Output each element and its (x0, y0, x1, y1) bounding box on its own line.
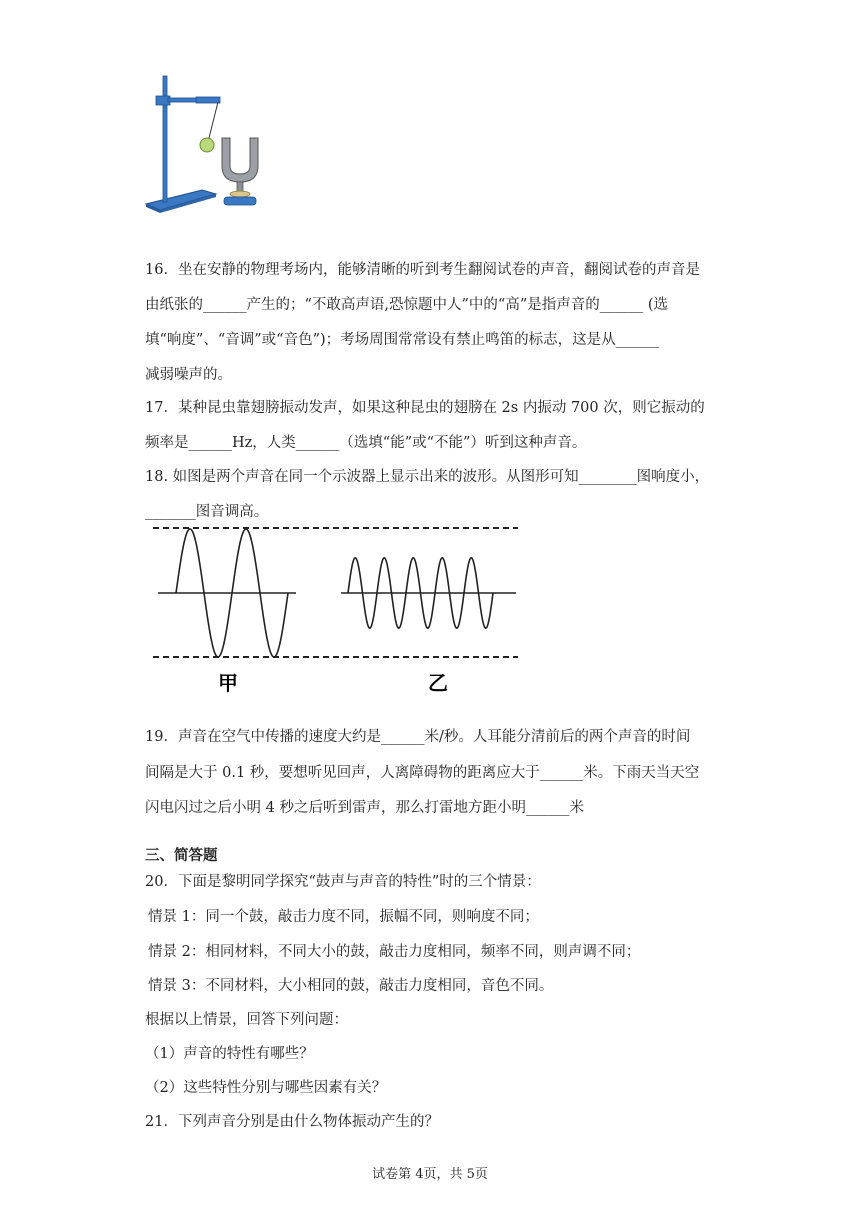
wave-b-label: 乙 (428, 671, 448, 695)
q19-line-2: 间隔是大于 0.1 秒，要想听见回声，人离障碍物的距离应大于______米。下雨天当天空 (145, 765, 700, 781)
q20-sub-1: （1）声音的特性有哪些？ (145, 1046, 314, 1062)
q20-scene-2: 情景 2：相同材料，不同大小的鼓，敲击力度相同，频率不同，则声调不同； (148, 944, 641, 960)
q16-line-1: 16．坐在安静的物理考场内，能够清晰的听到考生翻阅试卷的声音，翻阅试卷的声音是 (145, 262, 700, 278)
page-footer: 试卷第 4页，共 5页 (372, 1167, 488, 1182)
wave-a-label: 甲 (218, 671, 238, 695)
q16-line-2: 由纸张的______产生的；“不敢高声语,恐惊题中人”中的“高”是指声音的______ (选 (145, 297, 669, 313)
q19-line-1: 19．声音在空气中传播的速度大约是______米/秒。人耳能分清前后的两个声音的时间 (145, 729, 691, 745)
q16-line-3: 填“响度”、“音调”或“音色”)；考场周围常常设有禁止鸣笛的标志，这是从______ (145, 332, 660, 348)
q16-line-4: 减弱噪声的。 (145, 367, 232, 383)
q18-line-2: _______图音调高。 (145, 504, 269, 520)
q18-line-1: 18. 如图是两个声音在同一个示波器上显示出来的波形。从图形可知________图响度小， (145, 469, 710, 485)
q17-line-1: 17．某种昆虫靠翅膀振动发声，如果这种昆虫的翅膀在 2s 内振动 700 次，则它振动的 (145, 400, 705, 416)
oscilloscope-waveform-figure (148, 515, 528, 700)
pendulum-tuning-fork-illustration (140, 70, 280, 215)
q20-scene-1: 情景 1：同一个鼓，敲击力度不同，振幅不同，则响度不同； (148, 909, 539, 925)
q21-line-1: 21．下列声音分别是由什么物体振动产生的？ (145, 1114, 439, 1130)
q19-line-3: 闪电闪过之后小明 4 秒之后听到雷声，那么打雷地方距小明______米 (145, 800, 584, 816)
q20-sub-2: （2）这些特性分别与哪些因素有关？ (145, 1080, 387, 1096)
q17-line-2: 频率是______Hz，人类______（选填“能”或“不能”）听到这种声音。 (145, 435, 587, 451)
q20-line-1: 20．下面是黎明同学探究“鼓声与声音的特性”时的三个情景： (145, 874, 541, 890)
section-heading: 三、简答题 (145, 847, 218, 864)
q20-scene-3: 情景 3：不同材料，大小相同的鼓，敲击力度相同，音色不同。 (148, 978, 554, 994)
q20-prompt: 根据以上情景，回答下列问题： (145, 1012, 348, 1028)
